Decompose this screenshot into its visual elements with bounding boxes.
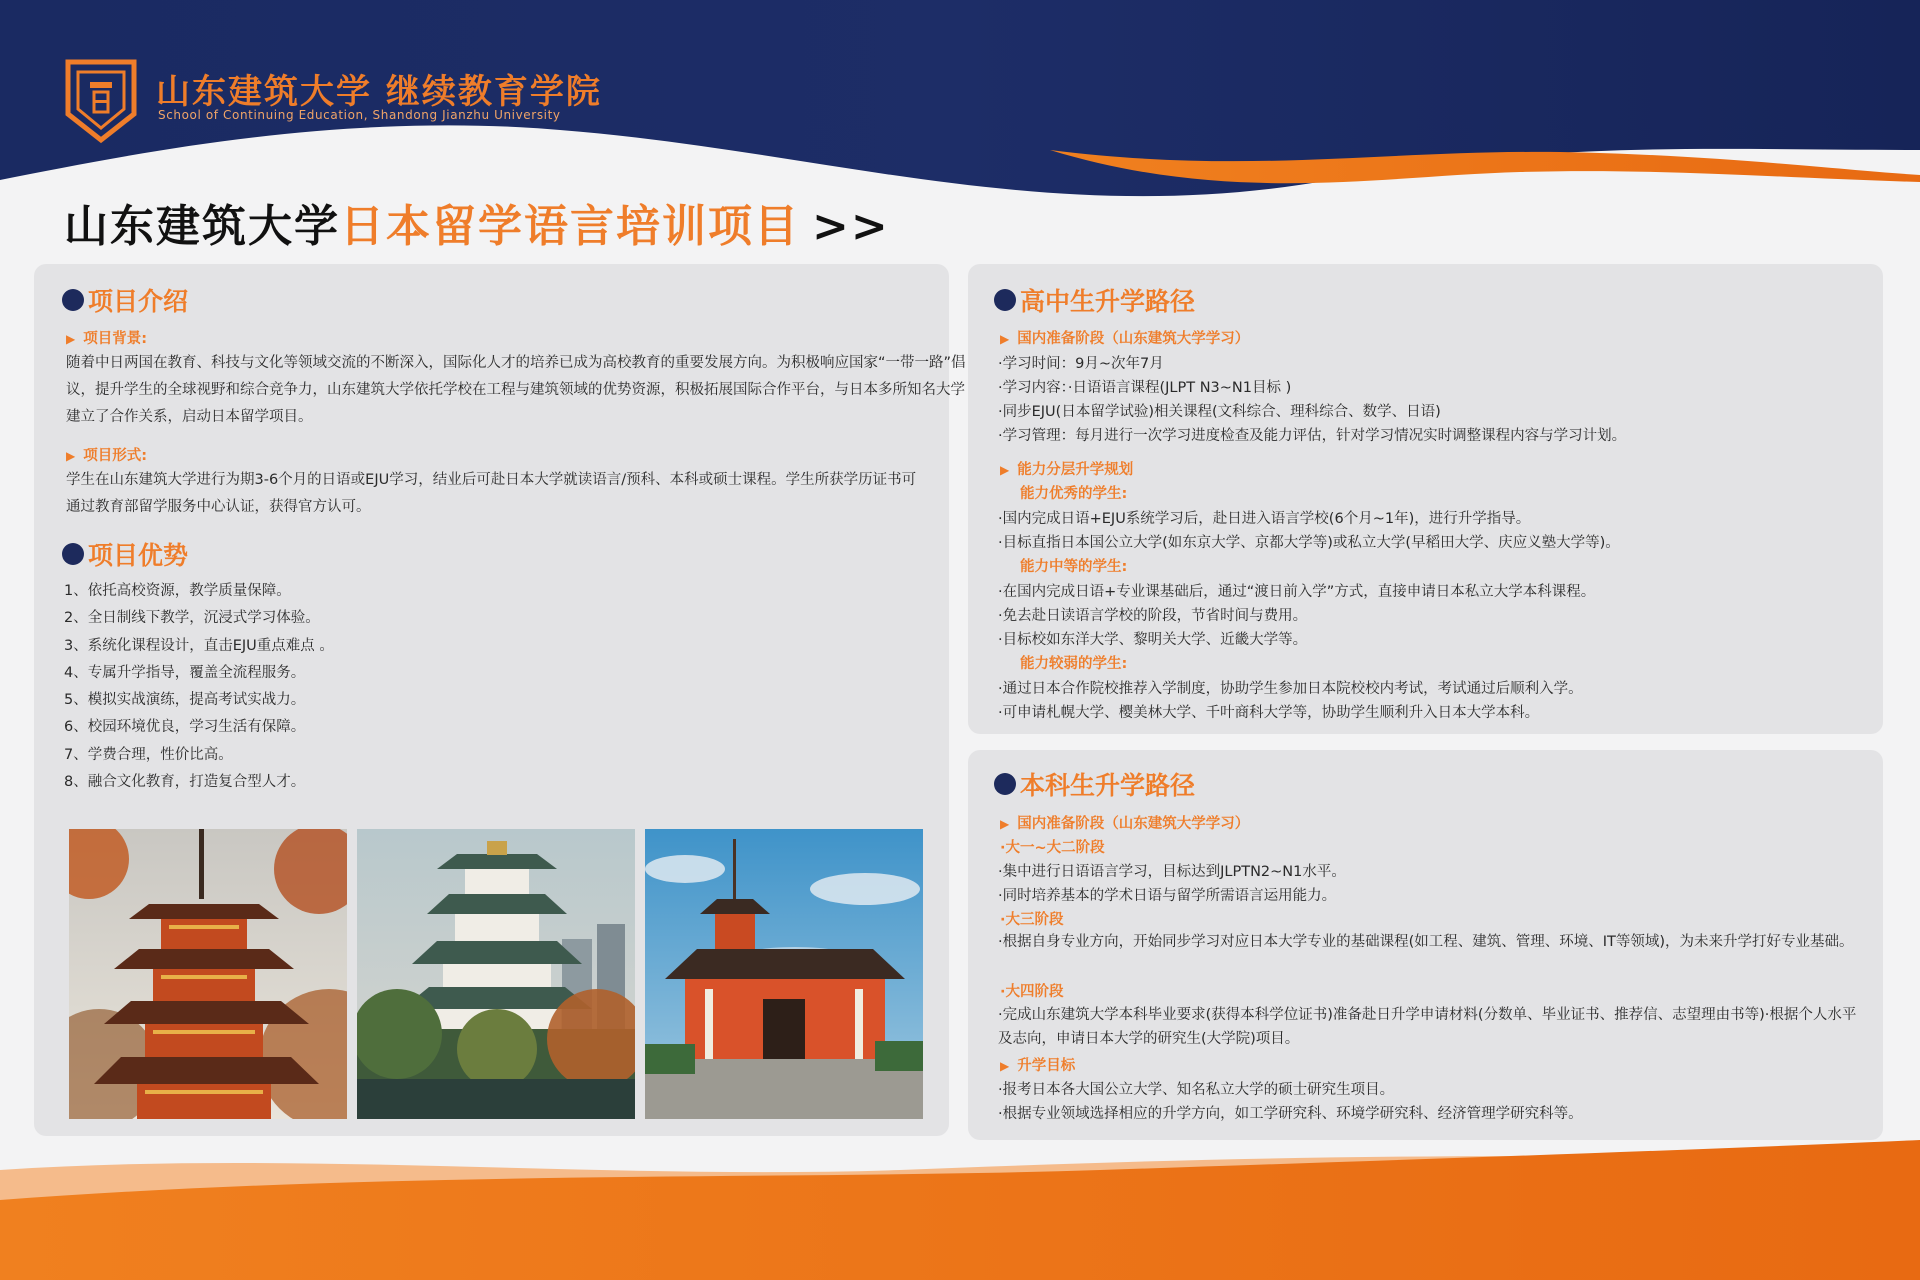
hs-medium-line: ·免去赴日读语言学校的阶段，节省时间与费用。 (998, 608, 1308, 624)
format-label: ▶ 项目形式: (66, 448, 148, 464)
triangle-icon: ▶ (1000, 463, 1010, 477)
format-text: 学生在山东建筑大学进行为期3-6个月的日语或EJU学习，结业后可赴日本大学就读语言/预科、本科或硕士课程。学生所获学历证书可通过教育部留学服务中心认证，获得官方认可。 (66, 472, 917, 515)
intro-panel (34, 264, 966, 1136)
hs-stage-line: ·同步EJU(日本留学试验)相关课程(文科综合、理科综合、数学、日语) (998, 404, 1441, 420)
bullet-dot-icon (62, 289, 84, 311)
hs-medium-label: 能力中等的学生: (1020, 559, 1128, 575)
hs-stage-line: ·学习管理：每月进行一次学习进度检查及能力评估，针对学习情况实时调整课程内容与学习计划。 (998, 428, 1627, 444)
advantage-item: 2、全日制线下教学，沉浸式学习体验。 (64, 610, 320, 627)
title-school: 山东建筑大学 (64, 201, 340, 252)
ug-year12-line: ·同时培养基本的学术日语与留学所需语言运用能力。 (998, 888, 1337, 904)
high-school-panel (968, 264, 1883, 734)
ug-stage-label: ▶ 国内准备阶段（山东建筑大学学习） (1000, 816, 1250, 832)
temple-gate-photo (645, 829, 923, 1119)
hs-stage-line: ·学习时间：9月~次年7月 (998, 356, 1164, 372)
advantage-item: 3、系统化课程设计，直击EJU重点难点 。 (64, 637, 334, 654)
ug-year3-text: ·根据自身专业方向，开始同步学习对应日本大学专业的基础课程(如工程、建筑、管理、环境、IT等领域)，为未来升学打好专业基础。 (998, 934, 1854, 950)
hs-strong-label: 能力优秀的学生: (1020, 486, 1128, 502)
title-arrow: >> (812, 201, 890, 252)
hs-weak-line: ·通过日本合作院校推荐入学制度，协助学生参加日本院校校内考试，考试通过后顺利入学。 (998, 681, 1583, 697)
ug-year3-label: ·大三阶段 (1000, 912, 1064, 928)
background-text: 随着中日两国在教育、科技与文化等领域交流的不断深入，国际化人才的培养已成为高校教育的重要发展方向。为积极响应国家“一带一路”倡议，提升学生的全球视野和综合竞争力，山东建筑大学依托学校在工程与建筑领域的优势资源，积极拓展国际合作平台，与日本多所知名大学建立了合作关系，启动日本留学项目。 (66, 355, 966, 425)
advantage-item: 7、学费合理，性价比高。 (64, 746, 233, 763)
ug-year12-line: ·集中进行日语语言学习，目标达到JLPTN2~N1水平。 (998, 864, 1346, 880)
page-title (64, 190, 890, 254)
bullet-dot-icon (994, 773, 1016, 795)
ug-year4-label: ·大四阶段 (1000, 984, 1064, 1000)
advantage-item: 8、融合文化教育，打造复合型人才。 (64, 774, 306, 791)
school-name-en: School of Continuing Education, Shandong Jianzhu University (158, 108, 561, 122)
ug-year4-text: ·完成山东建筑大学本科毕业要求(获得本科学位证书)准备赴日升学申请材料(分数单、毕业证书、推荐信、志望理由书等)·根据个人水平及志向，申请日本大学的研究生(大学院)项目。 (998, 1007, 1857, 1047)
school-logo-icon (64, 54, 138, 144)
intro-heading: 项目介绍 (62, 282, 188, 318)
hs-medium-line: ·目标校如东洋大学、黎明关大学、近畿大学等。 (998, 632, 1308, 648)
advantages-list (64, 578, 334, 796)
school-name-cn: 山东建筑大学 继续教育学院 (156, 72, 602, 112)
triangle-icon: ▶ (66, 449, 76, 463)
triangle-icon: ▶ (1000, 332, 1010, 346)
hs-weak-line: ·可申请札幌大学、樱美林大学、千叶商科大学等，协助学生顺利升入日本大学本科。 (998, 705, 1540, 721)
ug-goal-label: ▶ 升学目标 (1000, 1058, 1076, 1074)
undergrad-panel (968, 750, 1883, 1140)
castle-photo (357, 829, 635, 1119)
hs-plan-label: ▶ 能力分层升学规划 (1000, 462, 1134, 478)
triangle-icon: ▶ (1000, 817, 1010, 831)
ug-goal-line: ·根据专业领域选择相应的升学方向，如工学研究科、环境学研究科、经济管理学研究科等。 (998, 1106, 1583, 1122)
hs-stage-label: ▶ 国内准备阶段（山东建筑大学学习） (1000, 331, 1250, 347)
advantage-item: 5、模拟实战演练，提高考试实战力。 (64, 692, 306, 709)
triangle-icon: ▶ (66, 332, 76, 346)
background-label: ▶ 项目背景: (66, 331, 148, 347)
hs-strong-line: ·目标直指日本国公立大学(如东京大学、京都大学等)或私立大学(早稻田大学、庆应义塾大学等)。 (998, 535, 1620, 551)
advantages-heading: 项目优势 (62, 536, 188, 572)
advantage-item: 6、校园环境优良，学习生活有保障。 (64, 719, 306, 736)
hs-medium-line: ·在国内完成日语+专业课基础后，通过“渡日前入学”方式，直接申请日本私立大学本科课程。 (998, 584, 1596, 600)
triangle-icon: ▶ (1000, 1059, 1010, 1073)
advantage-item: 1、依托高校资源，教学质量保障。 (64, 583, 291, 599)
hs-stage-line: ·学习内容：·日语语言课程(JLPT N3~N1目标 ) (998, 380, 1292, 396)
title-program: 日本留学语言培训项目 (340, 201, 800, 252)
pagoda-photo (69, 829, 347, 1119)
high-school-heading: 高中生升学路径 (994, 282, 1195, 318)
advantage-item: 4、专属升学指导，覆盖全流程服务。 (64, 664, 306, 681)
hs-strong-line: ·国内完成日语+EJU系统学习后，赴日进入语言学校(6个月~1年)，进行升学指导。 (998, 511, 1531, 527)
bullet-dot-icon (62, 543, 84, 565)
ug-year12-label: ·大一~大二阶段 (1000, 840, 1105, 856)
undergrad-heading: 本科生升学路径 (994, 766, 1195, 802)
ug-goal-line: ·报考日本各大国公立大学、知名私立大学的硕士研究生项目。 (998, 1082, 1395, 1098)
hs-weak-label: 能力较弱的学生: (1020, 656, 1128, 672)
bullet-dot-icon (994, 289, 1016, 311)
